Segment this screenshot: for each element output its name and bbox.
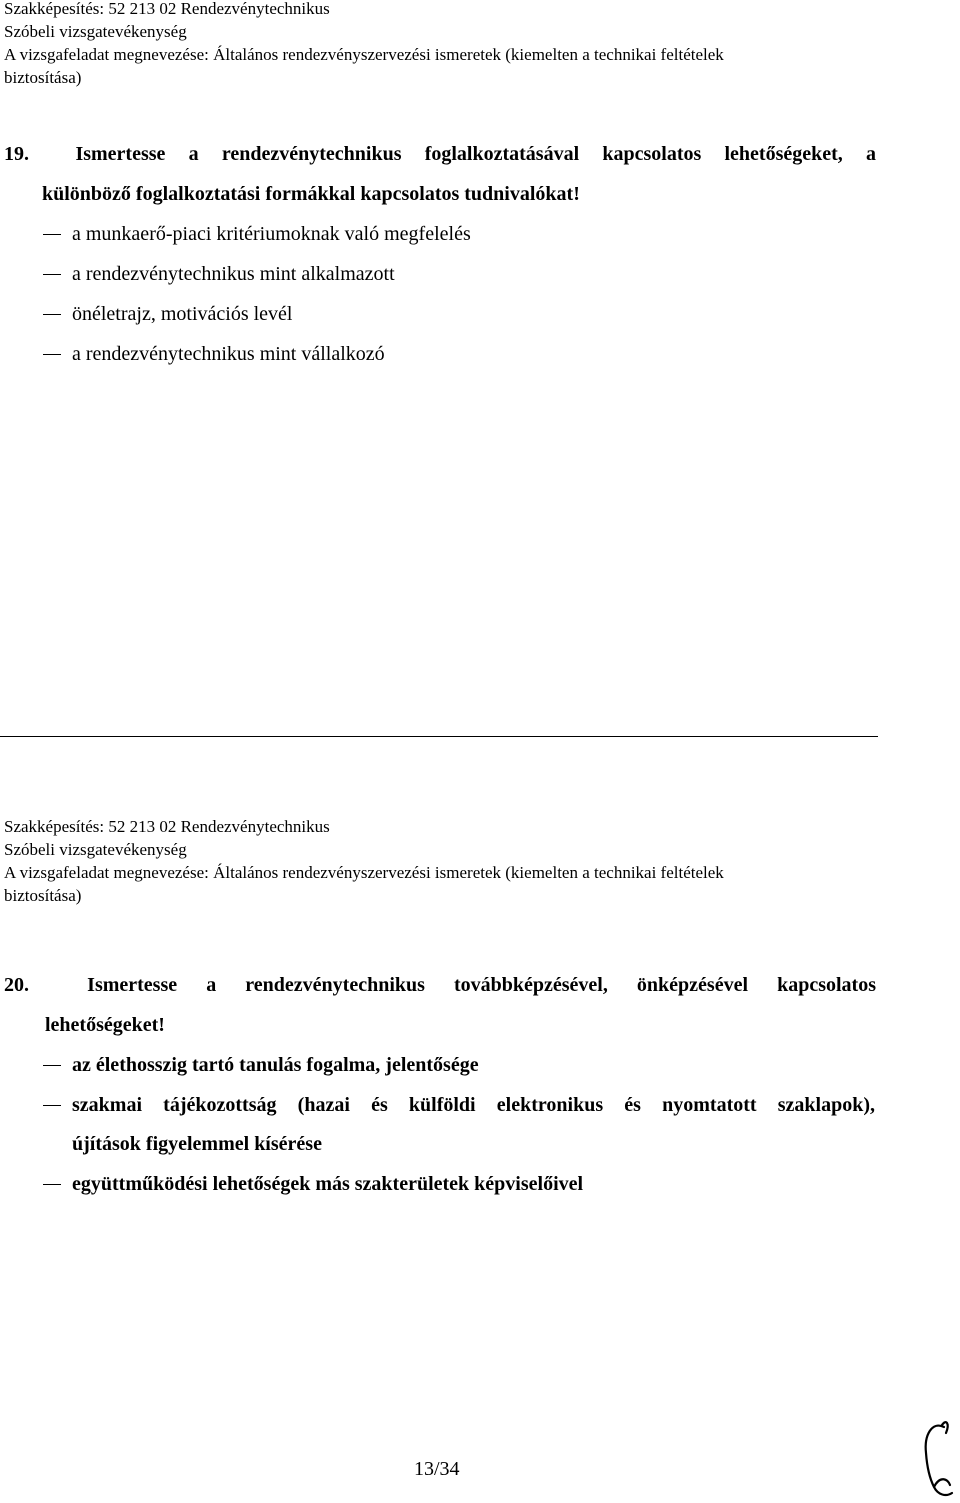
header-qualification: Szakképesítés: 52 213 02 Rendezvénytechnikus [4, 817, 330, 836]
page-separator [0, 736, 878, 737]
question-19-line2: különböző foglalkoztatási formákkal kapcsolatos tudnivalókat! [42, 183, 580, 205]
dash-icon [43, 1105, 61, 1106]
header-task-name: A vizsgafeladat megnevezése: Általános rendezvényszervezési ismeretek (kiemelten a technikai feltételek [4, 45, 724, 64]
question-20-text: Ismertesse a rendezvénytechnikus továbbképzésével, önképzésével kapcsolatos [87, 974, 877, 996]
dash-icon [43, 314, 61, 315]
page-header-top [4, 0, 724, 89]
dash-icon [43, 274, 61, 275]
header-task-name-cont: biztosítása) [4, 886, 82, 905]
question-20-number: 20. [4, 974, 29, 996]
dash-icon [43, 354, 61, 355]
question-20-line2: lehetőségeket! [45, 1014, 165, 1036]
question-20-line1 [4, 972, 876, 998]
question-19-number: 19. [4, 143, 29, 165]
dash-icon [43, 1184, 61, 1185]
header-task-name: A vizsgafeladat megnevezése: Általános rendezvényszervezési ismeretek (kiemelten a technikai feltételek [4, 863, 724, 882]
page-header-bottom [4, 815, 724, 907]
header-exam-type: Szóbeli vizsgatevékenység [4, 840, 187, 859]
header-task-name-cont: biztosítása) [4, 68, 82, 87]
header-qualification: Szakképesítés: 52 213 02 Rendezvénytechnikus [4, 0, 330, 18]
signature-icon [920, 1415, 958, 1501]
question-19-line1 [4, 141, 876, 167]
dash-icon [43, 234, 61, 235]
header-exam-type: Szóbeli vizsgatevékenység [4, 22, 187, 41]
dash-icon [43, 1065, 61, 1066]
question-19-text: Ismertesse a rendezvénytechnikus foglalkoztatásával kapcsolatos lehetőségeket, a [75, 143, 877, 165]
page-number: 13/34 [414, 1458, 460, 1480]
